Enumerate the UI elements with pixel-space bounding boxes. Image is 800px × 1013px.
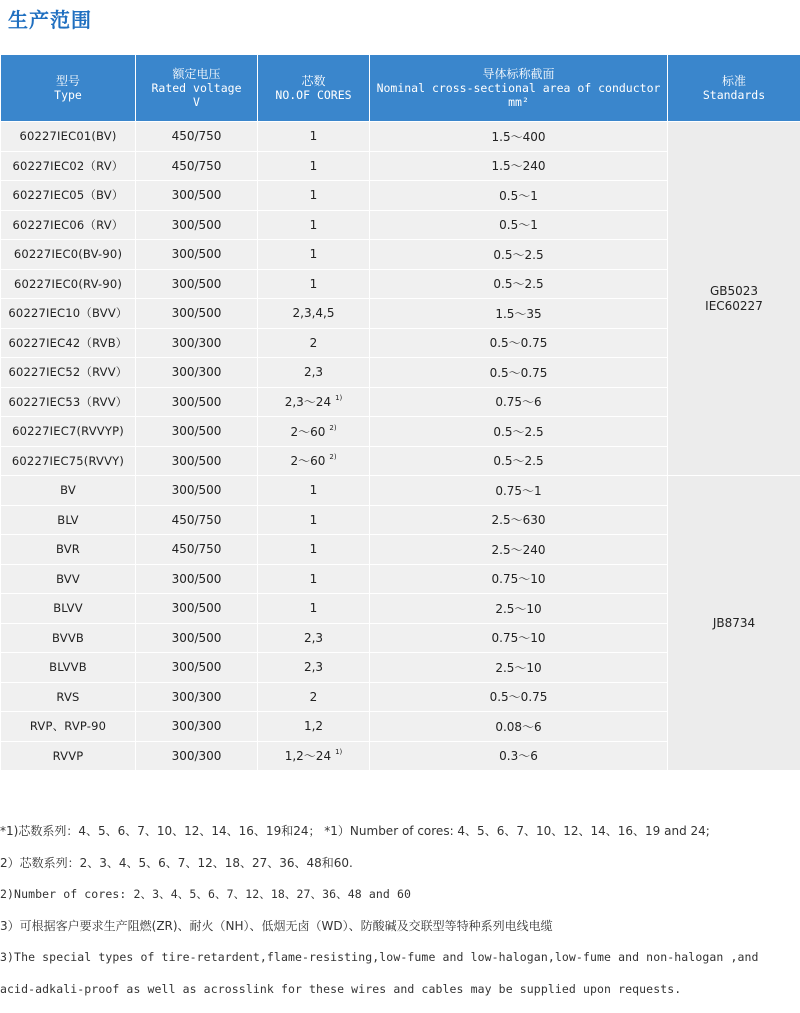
cell-type: 60227IEC53（RVV） <box>1 387 136 417</box>
cell-type: 60227IEC0(RV-90) <box>1 269 136 299</box>
cell-cores: 1,2～24 $^{1)}$ <box>258 741 370 771</box>
table-header <box>1 55 800 122</box>
cell-voltage: 300/500 <box>136 269 258 299</box>
cell-cores: 1 <box>258 269 370 299</box>
cell-voltage: 300/300 <box>136 682 258 712</box>
cell-area: 0.5～0.75 <box>370 328 668 358</box>
footnote-ref: 2) <box>329 453 337 462</box>
cell-type: BVV <box>1 564 136 594</box>
cell-type: 60227IEC06（RV） <box>1 210 136 240</box>
cell-type: 60227IEC01(BV) <box>1 122 136 152</box>
cell-cores: 1 <box>258 210 370 240</box>
cell-area: 0.5～0.75 <box>370 358 668 388</box>
cell-cores: 2 <box>258 682 370 712</box>
cell-type: 60227IEC52（RVV） <box>1 358 136 388</box>
cell-type: RVP、RVP-90 <box>1 712 136 742</box>
cell-type: 60227IEC75(RVVY) <box>1 446 136 476</box>
cell-cores: 2,3 <box>258 358 370 388</box>
cell-area: 0.08～6 <box>370 712 668 742</box>
cell-voltage: 450/750 <box>136 122 258 152</box>
cell-cores: 1 <box>258 151 370 181</box>
cell-area: 0.5～1 <box>370 210 668 240</box>
footnote-1: *1)芯数系列：4、5、6、7、10、12、14、16、19和24； *1）Number of cores: 4、5、6、7、10、12、14、16、19 and 24; <box>0 824 710 838</box>
table-row <box>1 476 800 506</box>
cell-cores: 2,3～24 $^{1)}$ <box>258 387 370 417</box>
cell-voltage: 300/300 <box>136 712 258 742</box>
cell-type: BLVVB <box>1 653 136 683</box>
cell-area: 2.5～10 <box>370 594 668 624</box>
cell-voltage: 300/300 <box>136 328 258 358</box>
cell-cores: 2,3,4,5 <box>258 299 370 329</box>
cell-voltage: 300/500 <box>136 181 258 211</box>
cell-area: 0.5～1 <box>370 181 668 211</box>
footnotes <box>0 816 800 1005</box>
cell-standard: JB8734 <box>668 476 800 771</box>
cell-voltage: 300/500 <box>136 564 258 594</box>
cell-type: BLV <box>1 505 136 535</box>
cell-cores: 2,3 <box>258 623 370 653</box>
cell-area: 2.5～10 <box>370 653 668 683</box>
cell-cores: 1,2 <box>258 712 370 742</box>
cell-cores: 2～60 $^{2)}$ <box>258 446 370 476</box>
cell-voltage: 450/750 <box>136 535 258 565</box>
cell-area: 0.5～2.5 <box>370 446 668 476</box>
footnote-3-en-cont: acid-adkali-proof as well as acrosslink for these wires and cables may be supplied upon requests. <box>0 981 682 996</box>
cell-area: 0.5～2.5 <box>370 269 668 299</box>
header-type: 型号 Type <box>1 55 136 122</box>
header-cores: 芯数 NO.OF CORES <box>258 55 370 122</box>
cell-type: 60227IEC10（BVV） <box>1 299 136 329</box>
cell-cores: 1 <box>258 564 370 594</box>
footnote-2-en: 2)Number of cores: 2、3、4、5、6、7、12、18、27、36、48 and 60 <box>0 887 411 901</box>
cell-cores: 1 <box>258 476 370 506</box>
cell-voltage: 300/300 <box>136 358 258 388</box>
cell-area: 0.5～2.5 <box>370 240 668 270</box>
cell-area: 0.75～6 <box>370 387 668 417</box>
cell-voltage: 300/500 <box>136 594 258 624</box>
cell-cores: 1 <box>258 240 370 270</box>
cell-voltage: 300/300 <box>136 741 258 771</box>
cell-voltage: 450/750 <box>136 151 258 181</box>
cell-standard: GB5023 IEC60227 <box>668 122 800 476</box>
cell-voltage: 450/750 <box>136 505 258 535</box>
cell-area: 0.75～10 <box>370 623 668 653</box>
cell-cores: 2,3 <box>258 653 370 683</box>
cell-cores: 2～60 $^{2)}$ <box>258 417 370 447</box>
cell-cores: 1 <box>258 181 370 211</box>
header-voltage: 额定电压 Rated voltage V <box>136 55 258 122</box>
cell-type: 60227IEC7(RVVYP) <box>1 417 136 447</box>
cell-area: 0.75～1 <box>370 476 668 506</box>
cell-type: RVVP <box>1 741 136 771</box>
cell-area: 0.5～0.75 <box>370 682 668 712</box>
cell-type: 60227IEC02（RV） <box>1 151 136 181</box>
cell-type: BV <box>1 476 136 506</box>
cell-type: 60227IEC05（BV） <box>1 181 136 211</box>
cell-area: 0.3～6 <box>370 741 668 771</box>
cell-voltage: 300/500 <box>136 476 258 506</box>
cell-voltage: 300/500 <box>136 299 258 329</box>
cell-type: 60227IEC0(BV-90) <box>1 240 136 270</box>
cell-voltage: 300/500 <box>136 387 258 417</box>
cell-area: 2.5～240 <box>370 535 668 565</box>
table-row <box>1 122 800 152</box>
cell-cores: 1 <box>258 505 370 535</box>
cell-voltage: 300/500 <box>136 210 258 240</box>
cell-type: RVS <box>1 682 136 712</box>
footnote-3-en: 3)The special types of tire-retardent,flame-resisting,low-fume and low-halogan,low-fume and non-halogan ,and <box>0 950 759 964</box>
cell-cores: 1 <box>258 594 370 624</box>
cell-voltage: 300/500 <box>136 653 258 683</box>
cell-cores: 1 <box>258 122 370 152</box>
cell-type: BVR <box>1 535 136 565</box>
cell-voltage: 300/500 <box>136 417 258 447</box>
footnote-ref: 2) <box>329 423 337 432</box>
cell-area: 1.5～240 <box>370 151 668 181</box>
cell-area: 0.5～2.5 <box>370 417 668 447</box>
cell-voltage: 300/500 <box>136 623 258 653</box>
cell-voltage: 300/500 <box>136 446 258 476</box>
footnote-3: 3）可根据客户要求生产阻燃(ZR)、耐火（NH）、低烟无卤（WD）、防酸碱及交联型等特种系列电线电缆 <box>0 918 553 933</box>
cell-type: BVVB <box>1 623 136 653</box>
cell-type: BLVV <box>1 594 136 624</box>
page-title: 生产范围 <box>8 8 92 32</box>
cell-area: 0.75～10 <box>370 564 668 594</box>
header-standard: 标准 Standards <box>668 55 800 122</box>
cell-area: 1.5～400 <box>370 122 668 152</box>
spec-table <box>0 54 800 771</box>
cell-cores: 1 <box>258 535 370 565</box>
cell-type: 60227IEC42（RVB） <box>1 328 136 358</box>
header-area: 导体标称截面 Nominal cross-sectional area of conductor mm² <box>370 55 668 122</box>
cell-cores: 2 <box>258 328 370 358</box>
footnote-2: 2）芯数系列：2、3、4、5、6、7、12、18、27、36、48和60. <box>0 855 353 870</box>
footnote-ref: 1) <box>335 394 343 403</box>
cell-voltage: 300/500 <box>136 240 258 270</box>
footnote-ref: 1) <box>335 748 343 757</box>
cell-area: 1.5～35 <box>370 299 668 329</box>
cell-area: 2.5～630 <box>370 505 668 535</box>
